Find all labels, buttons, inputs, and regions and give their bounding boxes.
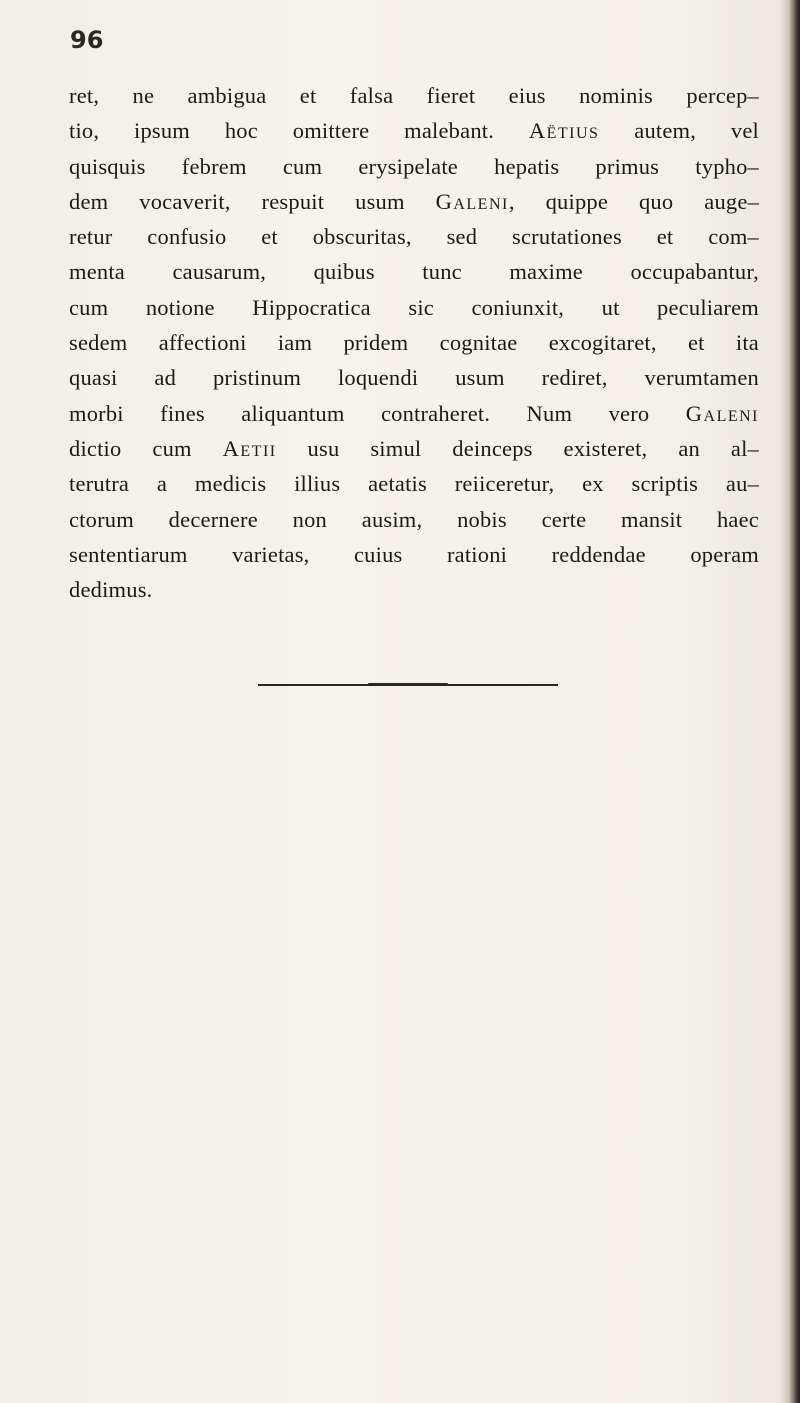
text-line (69, 113, 759, 148)
page-edge-shadow (780, 0, 788, 1403)
small-caps-name: Aëtius (528, 118, 600, 144)
text-line (69, 572, 759, 607)
page-number: 96 (70, 26, 104, 54)
text-run: autem, vel (599, 118, 759, 144)
text-run: ret, ne ambigua et falsa fieret eius nominis percep– (69, 83, 759, 108)
text-run: dedimus. (69, 577, 153, 603)
body-text (69, 78, 759, 607)
section-end-rule (258, 684, 558, 686)
text-line (69, 78, 759, 113)
text-run: retur confusio et obscuritas, sed scrutationes et com– (69, 224, 759, 250)
book-spine-edge (788, 0, 800, 1403)
text-run: dictio cum (69, 435, 223, 461)
text-run: ctorum decernere non ausim, nobis certe mansit haec (69, 506, 759, 532)
text-run: , quippe quo auge– (508, 188, 759, 214)
text-line (69, 149, 759, 184)
text-run: cum notione Hippocratica sic coniunxit, ut peculiarem (69, 294, 759, 320)
small-caps-name: Galeni (435, 188, 509, 214)
text-run: usu simul deinceps existeret, an al– (276, 435, 759, 461)
small-caps-name: Galeni (685, 400, 759, 426)
text-line (69, 360, 759, 395)
text-run: quisquis febrem cum erysipelate hepatis primus typho– (69, 153, 759, 179)
text-line (69, 219, 759, 254)
text-line (69, 184, 759, 219)
text-run: sententiarum varietas, cuius rationi reddendae operam (69, 541, 759, 567)
text-line (69, 254, 759, 289)
text-line (69, 290, 759, 325)
text-run: morbi fines aliquantum contraheret. Num vero (69, 400, 686, 426)
text-run: menta causarum, quibus tunc maxime occupabantur, (69, 259, 759, 285)
text-run: terutra a medicis illius aetatis reiiceretur, ex scriptis au– (69, 471, 759, 497)
text-run: sedem affectioni iam pridem cognitae excogitaret, et ita (69, 330, 759, 356)
text-line (69, 396, 759, 431)
small-caps-name: Aetii (222, 435, 277, 461)
text-line (69, 537, 759, 572)
text-run: quasi ad pristinum loquendi usum rediret, verumtamen (69, 365, 759, 391)
text-line (69, 431, 759, 466)
text-line (69, 466, 759, 501)
text-line (69, 325, 759, 360)
text-run: tio, ipsum hoc omittere malebant. (69, 118, 529, 144)
text-run: dem vocaverit, respuit usum (69, 188, 436, 214)
text-line (69, 502, 759, 537)
